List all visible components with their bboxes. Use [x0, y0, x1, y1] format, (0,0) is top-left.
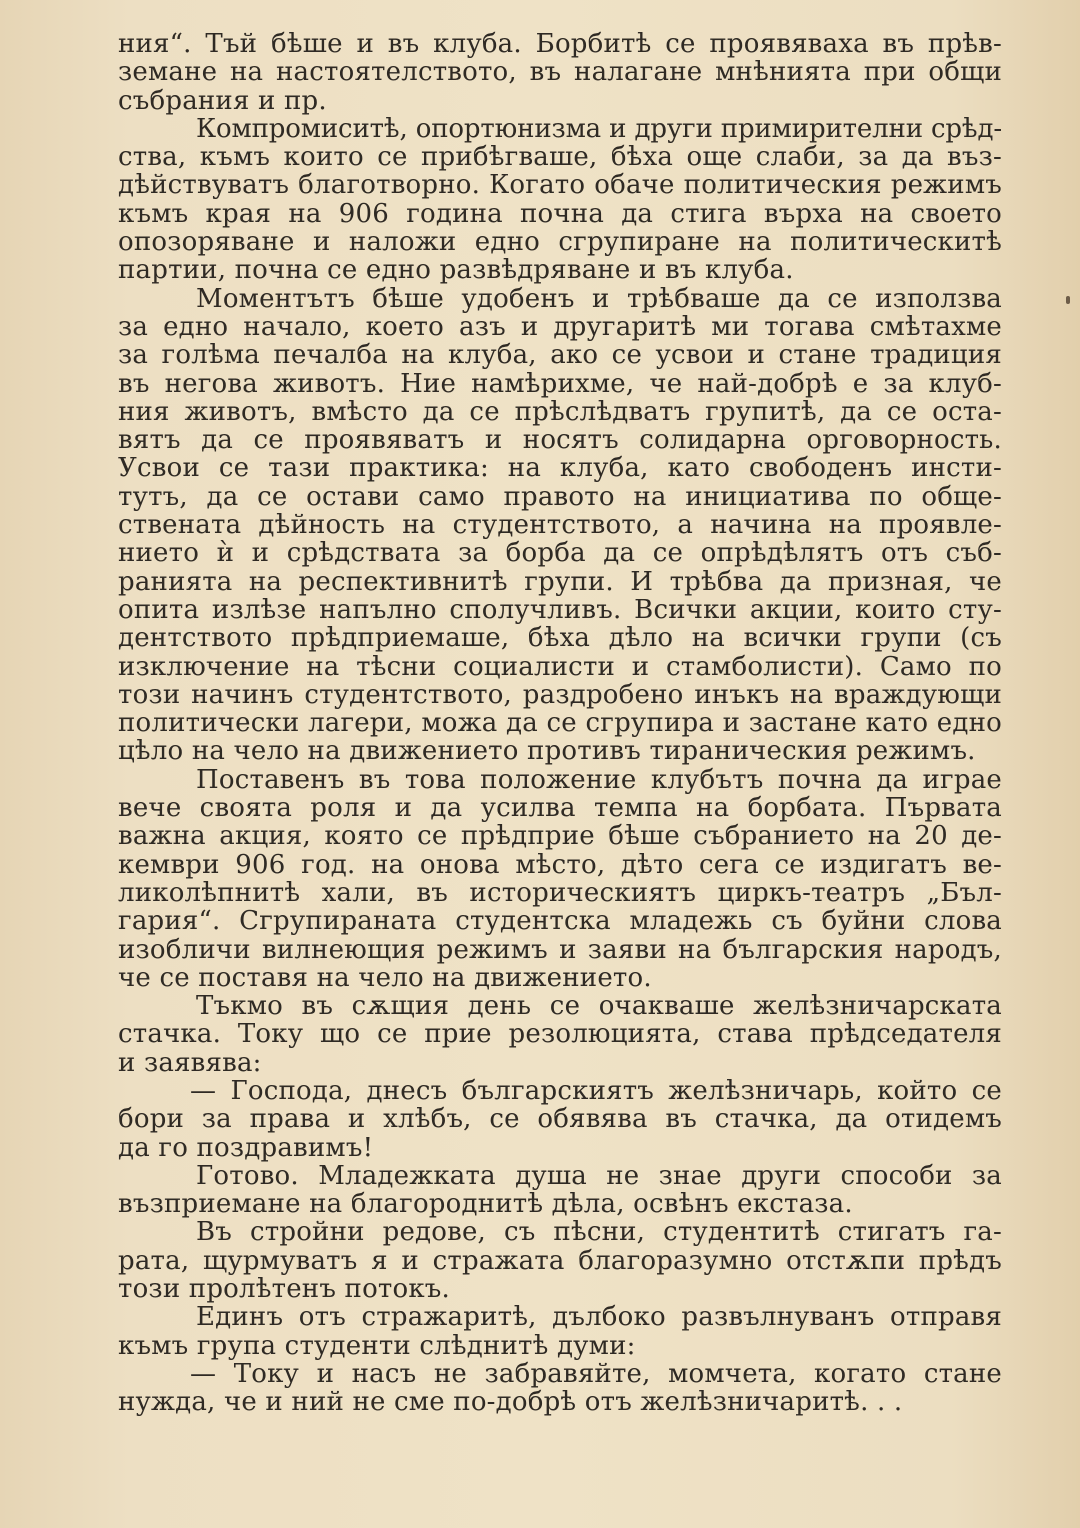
text-line: този начинъ студентството, раздробено инъкъ на враждующи — [118, 680, 1002, 710]
text-line: Въ стройни редове, съ пѣсни, студентитѣ стигатъ га- — [196, 1218, 1002, 1247]
text-line: кември 906 год. на онова мѣсто, дѣто сега се издигатъ ве- — [118, 850, 1002, 879]
text-line: вече своята роля и да усилва темпа на борбата. Първата — [118, 794, 1002, 823]
text-line: тутъ, да се остави само правото на инициатива по обще- — [118, 482, 1002, 512]
text-line: Единъ отъ стражаритѣ, дълбоко развълнуванъ отправя — [196, 1303, 1002, 1332]
dialogue-line: — Току и насъ не забравяйте, момчета, когато стане — [190, 1359, 1002, 1389]
text-line: Тъкмо въ сѫщия день се очакваше желѣзничарската — [196, 992, 1002, 1021]
text-line: Моментътъ бѣше удобенъ и трѣбваше да се използва — [196, 284, 1002, 313]
dialogue-line: — Господа, днесъ българскиятъ желѣзничарь, който се — [190, 1076, 1002, 1106]
text-line: възприемане на благороднитѣ дѣла, освѣнъ екстаза. — [118, 1190, 853, 1219]
text-line: че се поставя на чело на движението. — [118, 963, 652, 993]
text-line: изобличи вилнеющия режимъ и заяви на българския народъ, — [118, 935, 1002, 964]
body-text — [118, 30, 1002, 1417]
text-line: за голѣма печалба на клуба, ако се усвои и стане традиция — [118, 341, 1002, 370]
text-line: опозоряване и наложи едно сгрупиране на политическитѣ — [118, 228, 1002, 257]
text-line: за едно начало, което азъ и другаритѣ ми тогава смѣтахме — [118, 312, 1002, 342]
text-line: ства, къмъ които се прибѣгваше, бѣха още слаби, за да въз- — [118, 143, 1002, 172]
text-line: стачка. Току що се прие резолюцията, става прѣдседателя — [118, 1020, 1002, 1049]
text-line: вятъ да се проявяватъ и носятъ солидарна орговорность. — [118, 426, 1002, 455]
text-line: събрания и пр. — [118, 86, 327, 115]
text-line: ния“. Тъй бѣше и въ клуба. Борбитѣ се проявяваха въ прѣв- — [118, 30, 1002, 59]
text-line: въ негова животъ. Ние намѣрихме, че най-добрѣ е за клуб- — [118, 369, 1002, 398]
text-line: ранията на респективнитѣ групи. И трѣбва да призная, че — [118, 567, 1002, 596]
text-line: гария“. Сгрупираната студентска младежь съ буйни слова — [118, 907, 1002, 936]
text-line: ния животъ, вмѣсто да се прѣслѣдватъ групитѣ, да се оста- — [118, 397, 1002, 427]
text-line: ликолѣпнитѣ хали, въ историческиятъ циркъ-театръ „Бъл- — [118, 878, 1002, 908]
text-line: нието ѝ и срѣдствата за борба да се опрѣдѣлятъ отъ съб- — [118, 539, 1002, 568]
text-line: политически лагери, можа да се сгрупира и застане като едно — [118, 709, 1002, 738]
text-line: земане на настоятелството, въ налагане мнѣнията при общи — [118, 58, 1002, 87]
text-line: и заявява: — [118, 1048, 262, 1077]
text-line: да го поздравимъ! — [118, 1133, 374, 1162]
text-line: цѣло на чело на движението противъ тираническия режимъ. — [118, 737, 976, 766]
text-line: бори за права и хлѣбъ, се обявява въ стачка, да отидемъ — [118, 1105, 1002, 1134]
text-line: дентството прѣдприемаше, бѣха дѣло на всички групи (съ — [118, 624, 1002, 653]
text-line: нужда, че и ний не сме по-добрѣ отъ желѣзничаритѣ. . . — [118, 1388, 903, 1417]
text-line: дѣйствуватъ благотворно. Когато обаче политическия режимъ — [118, 171, 1002, 200]
paper-blemish — [1066, 296, 1070, 304]
text-line: рата, щурмуватъ я и стражата благоразумно отстѫпи прѣдъ — [118, 1246, 1002, 1276]
text-line: Усвои се тази практика: на клуба, като свободенъ инсти- — [118, 454, 1002, 483]
text-line: изключение на тѣсни социалисти и стамболисти). Само по — [118, 652, 1002, 681]
text-line: този пролѣтенъ потокъ. — [118, 1275, 451, 1304]
text-line: ствената дѣйность на студентството, а начина на проявле- — [118, 511, 1002, 540]
text-line: важна акция, която се прѣдприе бѣше събранието на 20 де- — [118, 822, 1002, 851]
text-line: Готово. Младежката душа не знае други способи за — [196, 1161, 1002, 1191]
text-line: опита излѣзе напълно сполучливъ. Всички акции, които сту- — [118, 595, 1002, 625]
text-line: Компромиситѣ, опортюнизма и други примирителни срѣд- — [196, 114, 1002, 144]
text-line: къмъ група студенти слѣднитѣ думи: — [118, 1331, 636, 1360]
text-line: партии, почна се едно развѣдряване и въ клуба. — [118, 256, 794, 285]
text-line: къмъ края на 906 година почна да стига върха на своето — [118, 199, 1002, 229]
text-line: Поставенъ въ това положение клубътъ почна да играе — [196, 765, 1002, 795]
